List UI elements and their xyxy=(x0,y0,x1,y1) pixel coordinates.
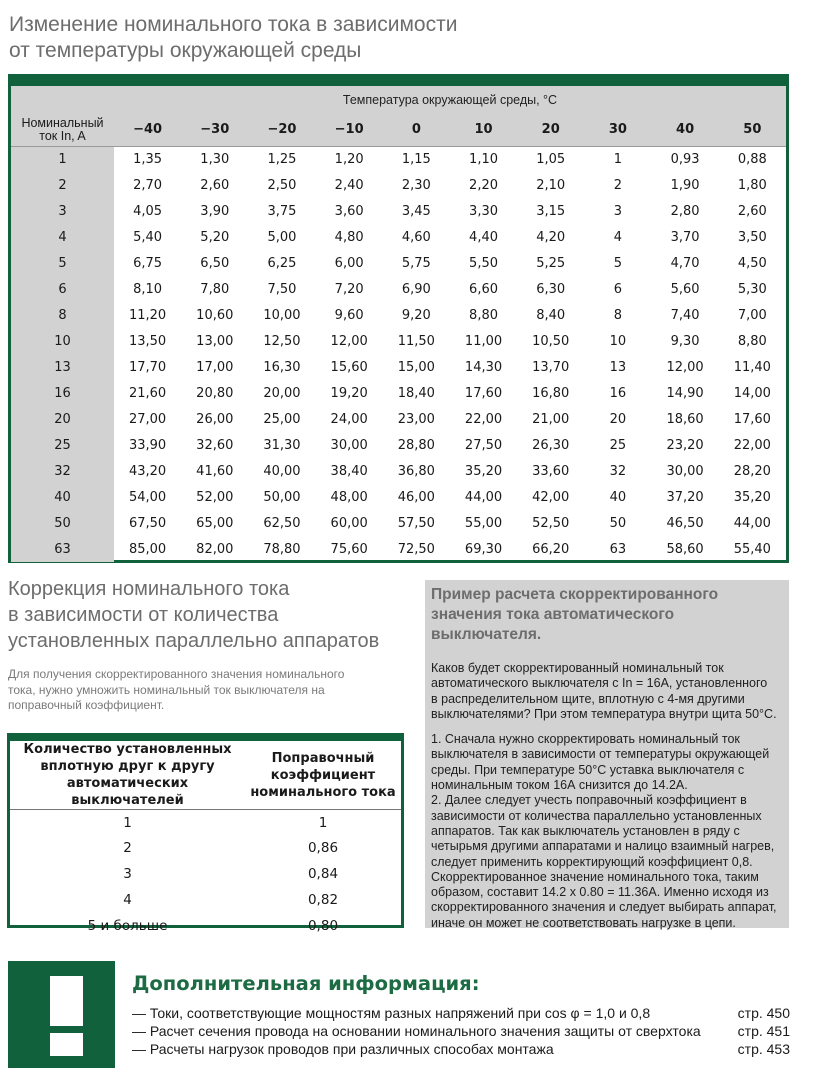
example-answer-line: образом, составит 14.2 x 0.80 = 11.36А. Именно исходя из xyxy=(431,885,769,900)
rated-current-header xyxy=(11,114,114,146)
example-question-line: выключателями? При этом температура внутри щита 50°С. xyxy=(431,706,777,721)
current-value-cell: 13,00 xyxy=(196,333,234,349)
device-count-header-line: автоматических выключателей xyxy=(66,776,189,808)
current-value-cell: 1,80 xyxy=(737,177,767,193)
rated-current-cell: 32 xyxy=(11,458,114,484)
exclamation-dot xyxy=(50,1033,83,1056)
table-row xyxy=(11,224,786,250)
current-value-cell: 27,50 xyxy=(464,437,503,453)
rated-current-cell: 8 xyxy=(11,302,114,328)
current-value-cell: 7,50 xyxy=(267,281,297,297)
current-value-cell: 4,40 xyxy=(469,229,498,245)
coefficient-header-line: номинального тока xyxy=(250,784,396,800)
current-value-cell: 2,70 xyxy=(133,177,163,193)
coefficient-cell: 1 xyxy=(318,814,328,831)
table-row xyxy=(10,810,401,836)
current-value-cell: 30,00 xyxy=(330,437,368,453)
additional-info-text: — Расчеты нагрузок проводов при различных способах монтажа xyxy=(132,1041,554,1057)
current-value-cell: 32 xyxy=(609,463,627,479)
current-value-cell: 17,00 xyxy=(196,359,234,375)
current-value-cell: 52,50 xyxy=(532,515,570,531)
example-answer-line: среды. При температуре 50°С уставка выключателя с xyxy=(431,762,745,777)
rated-current-cell: 6 xyxy=(11,276,114,302)
rated-current-cell: 20 xyxy=(11,406,114,432)
temperature-table-body xyxy=(11,86,786,562)
correction-intro-line: Для получения скорректированного значения номинального xyxy=(8,667,345,681)
table-row xyxy=(11,172,786,198)
current-value-cell: 63 xyxy=(609,541,627,557)
table-row xyxy=(11,458,786,484)
current-value-cell: 55,00 xyxy=(464,515,503,531)
current-value-cell: 18,60 xyxy=(666,411,704,427)
current-value-cell: 9,20 xyxy=(401,307,431,323)
current-value-cell: 1,30 xyxy=(200,151,230,167)
current-value-cell: 1,35 xyxy=(133,151,163,167)
additional-info-item[interactable] xyxy=(132,1004,790,1022)
current-value-cell: 30,00 xyxy=(666,463,704,479)
page-reference[interactable]: стр. 451 xyxy=(737,1023,790,1039)
rated-current-header-line: ток In, A xyxy=(39,128,86,143)
current-value-cell: 7,40 xyxy=(670,307,700,323)
rated-current-cell: 50 xyxy=(11,510,114,536)
temperature-column-header: 40 xyxy=(652,114,719,146)
exclamation-bar xyxy=(50,976,83,1026)
current-value-cell: 78,80 xyxy=(263,541,301,557)
device-count-cell: 2 xyxy=(123,840,132,857)
current-value-cell: 0,88 xyxy=(737,151,767,167)
coefficient-header xyxy=(245,741,401,810)
current-value-cell: 60,00 xyxy=(330,515,368,531)
table-row xyxy=(11,250,786,276)
rated-current-cell: 63 xyxy=(11,536,114,562)
current-value-cell: 8,80 xyxy=(469,307,498,323)
current-value-cell: 11,50 xyxy=(397,333,435,349)
current-value-cell: 24,00 xyxy=(330,411,368,427)
current-value-cell: 32,60 xyxy=(196,437,234,453)
coefficient-cell: 0,84 xyxy=(307,865,339,882)
current-value-cell: 26,30 xyxy=(532,437,570,453)
correction-title-line: в зависимости от количества xyxy=(8,604,279,626)
example-answer-line: зависимости от количества параллельно установленных xyxy=(431,808,762,823)
current-value-cell: 0,93 xyxy=(670,151,700,167)
device-count-header xyxy=(10,741,245,810)
corner-cell xyxy=(11,86,114,114)
current-value-cell: 33,90 xyxy=(128,437,167,453)
current-value-cell: 43,20 xyxy=(128,463,167,479)
example-title-line: Пример расчета скорректированного xyxy=(431,586,719,603)
current-value-cell: 3,75 xyxy=(267,203,297,219)
current-value-cell: 2,30 xyxy=(401,177,431,193)
rated-current-header-line: Номинальный xyxy=(21,115,104,130)
example-answer-line: 1. Сначала нужно скорректировать номинальный ток xyxy=(431,732,740,747)
parallel-correction-table xyxy=(7,733,404,934)
current-value-cell: 23,20 xyxy=(666,437,704,453)
current-value-cell: 36,80 xyxy=(397,463,435,479)
current-value-cell: 2,40 xyxy=(334,177,364,193)
current-value-cell: 25 xyxy=(609,437,627,453)
current-value-cell: 66,20 xyxy=(532,541,570,557)
correction-intro xyxy=(8,667,393,714)
example-answer-line: скорректированного значения и следует выбирать аппарат, xyxy=(431,900,777,915)
current-value-cell: 3 xyxy=(613,203,623,219)
current-value-cell: 44,00 xyxy=(733,515,771,531)
current-value-cell: 23,00 xyxy=(397,411,435,427)
current-value-cell: 69,30 xyxy=(464,541,503,557)
example-title xyxy=(431,585,783,645)
current-value-cell: 20 xyxy=(609,411,627,427)
current-value-cell: 28,80 xyxy=(397,437,435,453)
temperature-column-header: −30 xyxy=(181,114,248,146)
current-value-cell: 50 xyxy=(609,515,627,531)
current-value-cell: 3,90 xyxy=(200,203,230,219)
rated-current-cell: 5 xyxy=(11,250,114,276)
current-value-cell: 35,20 xyxy=(733,489,771,505)
current-value-cell: 8,10 xyxy=(133,281,163,297)
table-row xyxy=(11,198,786,224)
current-value-cell: 3,70 xyxy=(670,229,700,245)
current-value-cell: 3,50 xyxy=(737,229,767,245)
example-answer-line: четырьмя другими аппаратами и налицо взаимный нагрев, xyxy=(431,839,775,854)
table-row xyxy=(11,380,786,406)
current-value-cell: 5,40 xyxy=(133,229,163,245)
current-value-cell: 25,00 xyxy=(263,411,301,427)
example-answer-line: Скорректированное значение номинального тока, таким xyxy=(431,869,759,884)
current-value-cell: 5,30 xyxy=(737,281,767,297)
current-value-cell: 85,00 xyxy=(128,541,167,557)
page-reference[interactable]: стр. 453 xyxy=(737,1041,790,1057)
correction-intro-line: поправочный коэффициент. xyxy=(8,698,165,712)
current-value-cell: 16 xyxy=(609,385,627,401)
example-answer-line: иначе он может не соответствовать нагрузке в цепи. xyxy=(431,915,736,930)
correction-table-grid xyxy=(10,741,401,938)
current-value-cell: 10 xyxy=(609,333,627,349)
current-value-cell: 2,50 xyxy=(267,177,297,193)
table-row xyxy=(11,510,786,536)
current-value-cell: 65,00 xyxy=(196,515,234,531)
current-value-cell: 12,00 xyxy=(666,359,704,375)
current-value-cell: 17,60 xyxy=(733,411,771,427)
table-row xyxy=(11,536,786,562)
table-row xyxy=(10,887,401,913)
temperature-column-header: 50 xyxy=(719,114,786,146)
current-value-cell: 35,20 xyxy=(464,463,503,479)
correction-title-line: установленных параллельно аппаратов xyxy=(8,630,380,652)
coefficient-cell: 0,80 xyxy=(307,917,339,934)
current-value-cell: 82,00 xyxy=(196,541,234,557)
current-value-cell: 5,60 xyxy=(670,281,700,297)
device-count-cell: 4 xyxy=(123,891,132,908)
example-answer-line: выключателя в зависимости от температуры окружающей xyxy=(431,747,770,762)
current-value-cell: 2,10 xyxy=(536,177,566,193)
current-value-cell: 8,40 xyxy=(536,307,566,323)
current-value-cell: 4,05 xyxy=(133,203,163,219)
table-row xyxy=(10,913,401,939)
current-value-cell: 33,60 xyxy=(532,463,570,479)
current-value-cell: 20,80 xyxy=(196,385,234,401)
current-value-cell: 48,00 xyxy=(330,489,368,505)
current-value-cell: 2,80 xyxy=(670,203,700,219)
current-value-cell: 1,15 xyxy=(401,151,431,167)
temperature-column-header: 10 xyxy=(450,114,517,146)
current-value-cell: 1,05 xyxy=(536,151,566,167)
current-value-cell: 1,90 xyxy=(670,177,700,193)
additional-info-item[interactable] xyxy=(132,1022,790,1040)
coefficient-cell: 0,86 xyxy=(307,840,339,857)
current-value-cell: 28,20 xyxy=(733,463,771,479)
example-answer-line: 2. Далее следует учесть поправочный коэффициент в xyxy=(431,793,747,808)
current-value-cell: 22,00 xyxy=(733,437,771,453)
current-value-cell: 52,00 xyxy=(196,489,234,505)
example-title-line: значения тока автоматического xyxy=(431,606,675,623)
rated-current-cell: 3 xyxy=(11,198,114,224)
rated-current-cell: 10 xyxy=(11,328,114,354)
current-value-cell: 44,00 xyxy=(464,489,503,505)
current-value-cell: 6,30 xyxy=(536,281,566,297)
current-value-cell: 10,50 xyxy=(532,333,570,349)
current-value-cell: 3,45 xyxy=(401,203,431,219)
temperature-table-grid xyxy=(11,86,786,562)
current-value-cell: 40,00 xyxy=(263,463,301,479)
current-value-cell: 8,80 xyxy=(737,333,767,349)
current-value-cell: 1,10 xyxy=(469,151,498,167)
example-answer-line: аппаратов. Так как выключатель установлен в ряду с xyxy=(431,823,740,838)
current-value-cell: 2,60 xyxy=(200,177,230,193)
current-value-cell: 15,00 xyxy=(397,359,435,375)
page-title-line: Изменение номинального тока в зависимости xyxy=(9,13,458,36)
current-value-cell: 55,40 xyxy=(733,541,771,557)
current-value-cell: 9,60 xyxy=(334,307,364,323)
rated-current-cell: 25 xyxy=(11,432,114,458)
table-row xyxy=(11,328,786,354)
current-value-cell: 42,00 xyxy=(532,489,570,505)
current-value-cell: 5,50 xyxy=(469,255,498,271)
current-value-cell: 46,00 xyxy=(397,489,435,505)
current-value-cell: 1,20 xyxy=(334,151,364,167)
device-count-header-line: вплотную друг к другу xyxy=(40,759,215,774)
rated-current-cell: 40 xyxy=(11,484,114,510)
table-row xyxy=(10,861,401,887)
current-value-cell: 7,00 xyxy=(737,307,767,323)
current-value-cell: 6 xyxy=(613,281,623,297)
current-value-cell: 54,00 xyxy=(128,489,167,505)
current-value-cell: 4 xyxy=(613,229,623,245)
device-count-cell: 3 xyxy=(123,865,132,882)
current-value-cell: 1 xyxy=(613,151,623,167)
current-value-cell: 75,60 xyxy=(330,541,368,557)
example-panel xyxy=(425,580,789,928)
current-value-cell: 6,50 xyxy=(200,255,230,271)
current-value-cell: 4,80 xyxy=(334,229,364,245)
table-row xyxy=(11,276,786,302)
current-value-cell: 21,00 xyxy=(532,411,570,427)
current-value-cell: 2,60 xyxy=(737,203,767,219)
correction-table-body xyxy=(10,810,401,939)
example-question-line: автоматического выключателя с In = 16A, установленного xyxy=(431,676,768,691)
current-value-cell: 5,20 xyxy=(200,229,230,245)
table-row xyxy=(10,835,401,861)
exclamation-icon xyxy=(8,961,115,1068)
current-value-cell: 3,30 xyxy=(469,203,498,219)
additional-info-text: — Токи, соответствующие мощностям разных напряжений при cos φ = 1,0 и 0,8 xyxy=(132,1005,651,1021)
current-value-cell: 57,50 xyxy=(397,515,435,531)
temperature-column-header: 0 xyxy=(383,114,450,146)
current-value-cell: 17,70 xyxy=(128,359,167,375)
temperature-current-table xyxy=(8,74,789,563)
example-answer-line: следует применить корректирующий коэффициент 0,8. xyxy=(431,854,753,869)
current-value-cell: 6,60 xyxy=(469,281,498,297)
current-value-cell: 2 xyxy=(613,177,623,193)
current-value-cell: 27,00 xyxy=(128,411,167,427)
current-value-cell: 2,20 xyxy=(469,177,498,193)
current-value-cell: 5,25 xyxy=(536,255,566,271)
additional-info-text: — Расчет сечения провода на основании номинального значения защиты от сверхтока xyxy=(132,1023,701,1039)
current-value-cell: 6,90 xyxy=(401,281,431,297)
table-row xyxy=(11,146,786,172)
current-value-cell: 62,50 xyxy=(263,515,301,531)
current-value-cell: 4,20 xyxy=(536,229,566,245)
current-value-cell: 16,80 xyxy=(532,385,570,401)
current-value-cell: 5,00 xyxy=(267,229,297,245)
temperature-super-header: Температура окружающей среды, °С xyxy=(114,86,786,114)
current-value-cell: 12,50 xyxy=(263,333,301,349)
current-value-cell: 9,30 xyxy=(670,333,700,349)
additional-info-list xyxy=(132,1004,790,1058)
device-count-cell: 5 и больше xyxy=(87,917,168,934)
current-value-cell: 13 xyxy=(609,359,627,375)
temperature-column-header: −40 xyxy=(114,114,181,146)
rated-current-cell: 2 xyxy=(11,172,114,198)
page-title-line: от температуры окружающей среды xyxy=(9,39,362,62)
example-title-line: выключателя. xyxy=(431,626,542,643)
current-value-cell: 16,30 xyxy=(263,359,301,375)
current-value-cell: 14,30 xyxy=(464,359,503,375)
current-value-cell: 19,20 xyxy=(330,385,368,401)
temperature-column-header: −20 xyxy=(248,114,315,146)
current-value-cell: 1,25 xyxy=(267,151,297,167)
current-value-cell: 4,70 xyxy=(670,255,700,271)
temperature-header-row xyxy=(11,114,786,146)
current-value-cell: 26,00 xyxy=(196,411,234,427)
coefficient-header-line: коэффициент xyxy=(270,767,376,783)
current-value-cell: 8 xyxy=(613,307,623,323)
temperature-column-header: −10 xyxy=(316,114,383,146)
current-value-cell: 40 xyxy=(609,489,627,505)
current-value-cell: 67,50 xyxy=(128,515,167,531)
current-value-cell: 10,00 xyxy=(263,307,301,323)
current-value-cell: 4,60 xyxy=(401,229,431,245)
current-value-cell: 7,80 xyxy=(200,281,230,297)
table-row xyxy=(11,406,786,432)
current-value-cell: 10,60 xyxy=(196,307,234,323)
device-count-header-line: Количество установленных xyxy=(23,742,232,757)
correction-intro-line: тока, нужно умножить номинальный ток выключателя на xyxy=(8,682,325,697)
current-value-cell: 4,50 xyxy=(737,255,767,271)
current-value-cell: 7,20 xyxy=(334,281,364,297)
example-question xyxy=(431,661,783,722)
current-value-cell: 12,00 xyxy=(330,333,368,349)
table-row xyxy=(11,354,786,380)
rated-current-cell: 4 xyxy=(11,224,114,250)
current-value-cell: 46,50 xyxy=(666,515,704,531)
correction-title-line: Коррекция номинального тока xyxy=(8,578,290,600)
current-value-cell: 14,90 xyxy=(666,385,704,401)
current-value-cell: 41,60 xyxy=(196,463,234,479)
current-value-cell: 11,40 xyxy=(733,359,771,375)
temperature-column-header: 30 xyxy=(584,114,651,146)
current-value-cell: 72,50 xyxy=(397,541,435,557)
correction-title xyxy=(8,576,413,654)
current-value-cell: 20,00 xyxy=(263,385,301,401)
example-question-line: Каков будет скорректированный номинальный ток xyxy=(431,661,724,675)
current-value-cell: 58,60 xyxy=(666,541,704,557)
current-value-cell: 14,00 xyxy=(733,385,771,401)
table-row xyxy=(11,432,786,458)
page-title xyxy=(9,12,789,64)
current-value-cell: 11,00 xyxy=(464,333,503,349)
device-count-cell: 1 xyxy=(123,814,132,831)
current-value-cell: 37,20 xyxy=(666,489,704,505)
page-reference[interactable]: стр. 450 xyxy=(737,1005,790,1021)
current-value-cell: 18,40 xyxy=(397,385,435,401)
additional-info-title: Дополнительная информация: xyxy=(132,972,480,995)
current-value-cell: 50,00 xyxy=(263,489,301,505)
example-answer xyxy=(431,732,783,931)
current-value-cell: 15,60 xyxy=(330,359,368,375)
temperature-super-header-row xyxy=(11,86,786,114)
coefficient-header-line: Поправочный xyxy=(271,750,375,766)
current-value-cell: 3,60 xyxy=(334,203,364,219)
current-value-cell: 6,00 xyxy=(334,255,364,271)
current-value-cell: 5 xyxy=(613,255,623,271)
additional-info-item[interactable] xyxy=(132,1040,790,1058)
rated-current-cell: 13 xyxy=(11,354,114,380)
temperature-column-header: 20 xyxy=(517,114,584,146)
current-value-cell: 5,75 xyxy=(401,255,431,271)
rated-current-cell: 16 xyxy=(11,380,114,406)
current-value-cell: 31,30 xyxy=(263,437,301,453)
rated-current-cell: 1 xyxy=(11,146,114,172)
coefficient-cell: 0,82 xyxy=(307,891,339,908)
example-answer-line: номинальным током 16А снизится до 14.2А. xyxy=(431,778,688,793)
current-value-cell: 22,00 xyxy=(464,411,503,427)
current-value-cell: 13,50 xyxy=(128,333,167,349)
table-row xyxy=(11,484,786,510)
correction-header-row xyxy=(10,741,401,810)
current-value-cell: 6,75 xyxy=(133,255,163,271)
table-row xyxy=(11,302,786,328)
current-value-cell: 11,20 xyxy=(128,307,167,323)
example-question-line: в распределительном щите, вплотную с 4-мя другими xyxy=(431,691,745,706)
current-value-cell: 17,60 xyxy=(464,385,503,401)
current-value-cell: 13,70 xyxy=(532,359,570,375)
current-value-cell: 38,40 xyxy=(330,463,368,479)
current-value-cell: 21,60 xyxy=(128,385,167,401)
current-value-cell: 3,15 xyxy=(536,203,566,219)
current-value-cell: 6,25 xyxy=(267,255,297,271)
